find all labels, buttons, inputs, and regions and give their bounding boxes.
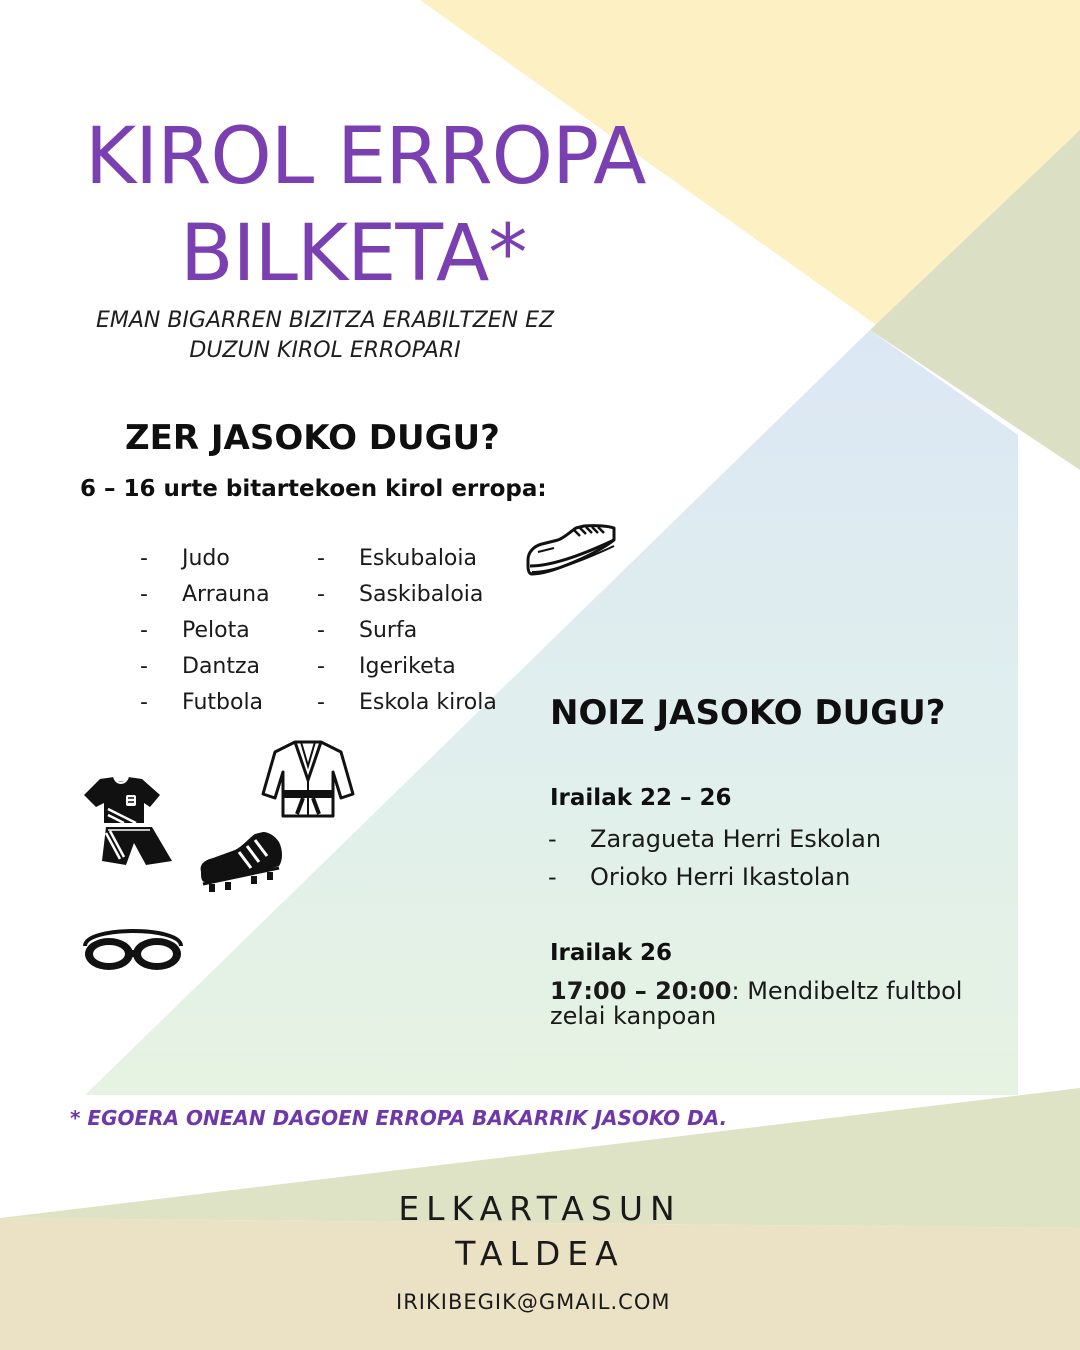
list-dash: - [140,690,148,715]
date-2: Irailak 26 [550,940,673,966]
list-item [317,541,497,577]
list-item [317,613,497,649]
list-item-label: Dantza [182,654,261,679]
org-name-line2: TALDEA [455,1234,625,1273]
list-dash: - [140,546,148,571]
list-item [140,685,270,721]
list-item [317,649,497,685]
list-dash: - [548,863,557,891]
what-heading: ZER JASOKO DUGU? [125,418,500,458]
what-subheading: 6 – 16 urte bitartekoen kirol erropa: [80,476,547,502]
collection-places [548,820,881,896]
when-heading: NOIZ JASOKO DUGU? [550,693,946,733]
list-dash: - [317,582,325,607]
list-item [140,613,270,649]
subtitle-line1: EMAN BIGARREN BIZITZA ERABILTZEN EZ [95,308,555,333]
date-range-1: Irailak 22 – 26 [550,785,732,811]
list-item-label: Judo [182,546,230,571]
list-item-label: Pelota [182,618,250,643]
list-item [548,858,881,896]
org-name-line1: ELKARTASUN [398,1189,682,1228]
place-label: Zaragueta Herri Eskolan [590,825,882,853]
football-kit-icon [80,775,175,867]
org-name [340,1186,740,1276]
list-dash: - [548,825,557,853]
list-item [140,541,270,577]
football-boot-icon [195,830,287,894]
swim-goggles-icon [79,918,187,976]
list-item [317,685,497,721]
list-dash: - [140,618,148,643]
list-item-label: Arrauna [182,582,270,607]
list-item-label: Futbola [182,690,264,715]
list-dash: - [140,582,148,607]
list-item-label: Surfa [359,618,418,643]
contact-email[interactable]: IRIKIBEGIK@GMAIL.COM [396,1290,671,1314]
subtitle [90,306,560,366]
title-line1: KIROL ERROPA [85,112,646,202]
list-dash: - [317,618,325,643]
list-dash: - [140,654,148,679]
list-item [140,649,270,685]
time-location-text: : Mendibeltz fultbol zelai kanpoan [550,977,963,1030]
list-item [140,577,270,613]
subtitle-line2: DUZUN KIROL ERROPARI [189,338,461,363]
list-dash: - [317,546,325,571]
title-line2: BILKETA* [180,209,527,299]
list-item-label: Saskibaloia [359,582,484,607]
judo-gi-icon [261,738,355,820]
list-item [548,820,881,858]
time-location [550,979,1020,1029]
sports-list-col1 [140,541,270,721]
list-item [317,577,497,613]
list-item-label: Eskola kirola [359,690,497,715]
list-dash: - [317,654,325,679]
place-label: Orioko Herri Ikastolan [590,863,851,891]
list-item-label: Eskubaloia [359,546,477,571]
list-item-label: Igeriketa [359,654,456,679]
list-dash: - [317,690,325,715]
sneaker-icon [524,522,618,582]
sports-list-col2 [317,541,497,721]
footnote: * EGOERA ONEAN DAGOEN ERROPA BAKARRIK JASOKO DA. [70,1106,728,1130]
time-range: 17:00 – 20:00 [550,977,732,1005]
